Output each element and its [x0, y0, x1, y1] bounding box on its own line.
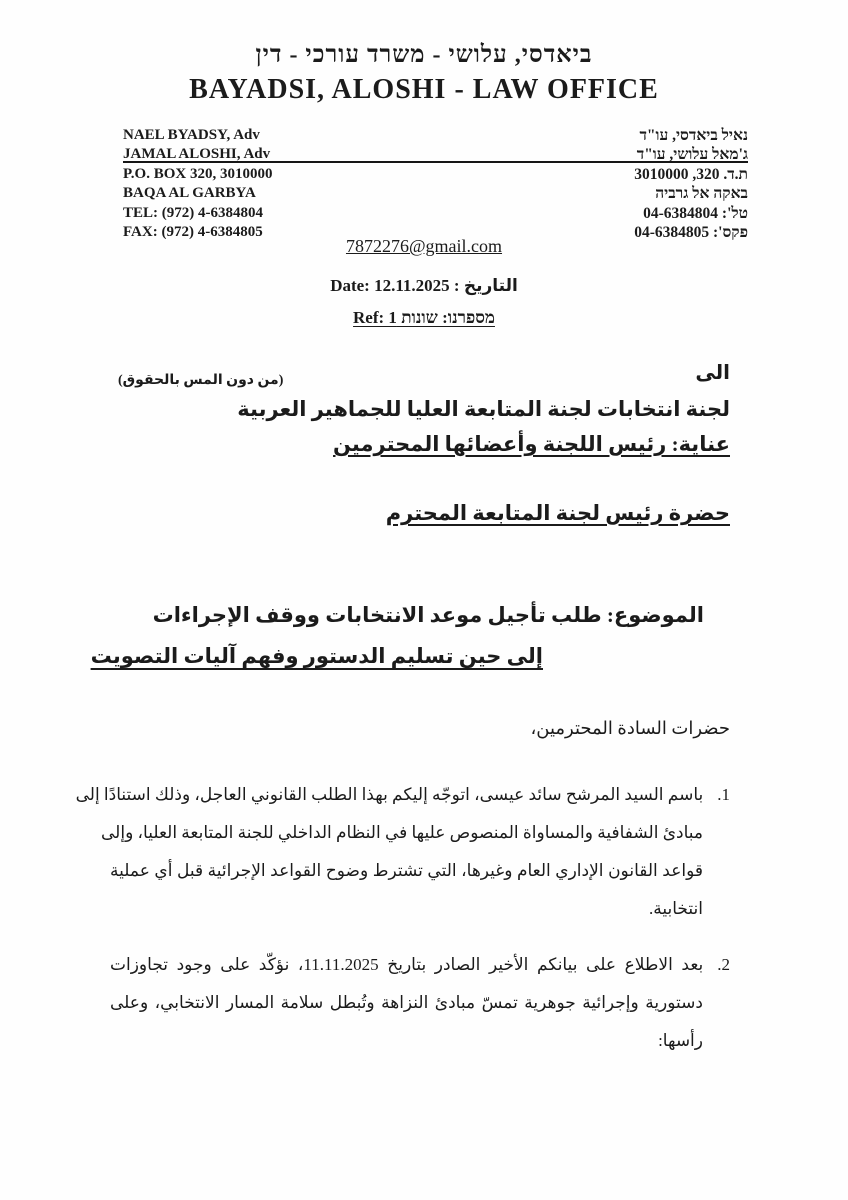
paragraph-line: دستورية وإجرائية جوهرية تمسّ مبادئ النزاهة وتُبطل سلامة المسار الانتخابي، وعلى: [110, 993, 703, 1012]
ref-line: מספרנו: שונות Ref: 1: [353, 308, 495, 327]
date-line: التاريخ : Date: 12.11.2025: [330, 276, 518, 295]
law-office-title-english: BAYADSI, ALOSHI - LAW OFFICE: [189, 74, 659, 105]
recipient-committee: لجنة انتخابات لجنة المتابعة العليا للجماهير العربية: [237, 397, 730, 421]
paragraph-line: انتخابية.: [649, 899, 703, 918]
tel-he: טל': 04-6384804: [643, 204, 748, 222]
contact-block-english: [123, 126, 272, 242]
tel: TEL: (972) 4-6384804: [123, 204, 263, 221]
fax: FAX: (972) 4-6384805: [123, 224, 263, 241]
paragraph-text: بعد الاطلاع على بيانكم الأخير الصادر بتاريخ 11.11.2025، نؤكّد على وجود تجاوزات: [110, 955, 704, 974]
paragraph-line: [75, 776, 730, 814]
contact-block-hebrew: [634, 126, 748, 242]
lawyer-name-1: NAEL BYADSY, Adv: [123, 127, 260, 143]
paragraph-line: مبادئ الشفافية والمساواة المنصوص عليها في النظام الداخلي للجنة المتابعة العليا، وإلى: [101, 823, 703, 842]
recipient-chairman: حضرة رئيس لجنة المتابعة المحترم: [385, 501, 730, 525]
recipient-attention: عناية: رئيس اللجنة وأعضائها المحترمين: [333, 432, 730, 456]
po-box: P.O. BOX 320, 3010000: [123, 165, 273, 182]
city: BAQA AL GARBYA: [123, 185, 256, 202]
lawyer-name-2: JAMAL ALOSHI, Adv: [123, 146, 271, 163]
letterhead-divider-line: [123, 161, 748, 163]
paragraph-line: قواعد القانون الإداري العام وغيرها، التي تشترط وضوح القواعد الإجرائية قبل أي عملية: [110, 861, 703, 880]
without-prejudice-note: (من دون المس بالحقوق): [118, 373, 284, 388]
city-he: באקה אל גרביה: [655, 185, 748, 203]
subject-line-2: إلى حين تسليم الدستور وفهم آليات التصويت: [90, 644, 543, 668]
body-paragraph-1: [75, 776, 730, 928]
lawyer-name-1-he: נאיל ביאדסי, עו"ד: [639, 127, 748, 144]
paragraph-number: 2.: [717, 955, 730, 974]
paragraph-number: 1.: [717, 785, 730, 804]
paragraph-line: [110, 946, 730, 984]
paragraph-line: رأسها:: [658, 1031, 703, 1050]
paragraph-text: باسم السيد المرشح سائد عيسى، اتوجّه إليكم بهذا الطلب القانوني العاجل، وذلك استنادًا إلى: [75, 785, 704, 804]
lawyer-name-2-he: ג'מאל עלושי, עו"ד: [636, 146, 748, 164]
fax-he: פקס': 04-6384805: [634, 224, 748, 242]
subject-line-1: الموضوع: طلب تأجيل موعد الانتخابات ووقف الإجراءات: [152, 603, 704, 627]
law-office-title-hebrew: ביאדסי, עלושי - משרד עורכי - דין: [255, 42, 593, 68]
salutation: حضرات السادة المحترمين،: [530, 718, 730, 738]
email-address: 7872276@gmail.com: [345, 236, 503, 256]
to-label: الى: [695, 362, 730, 384]
body-paragraph-2: [110, 946, 730, 1060]
po-box-he: ת.ד. 320, 3010000: [634, 165, 748, 183]
